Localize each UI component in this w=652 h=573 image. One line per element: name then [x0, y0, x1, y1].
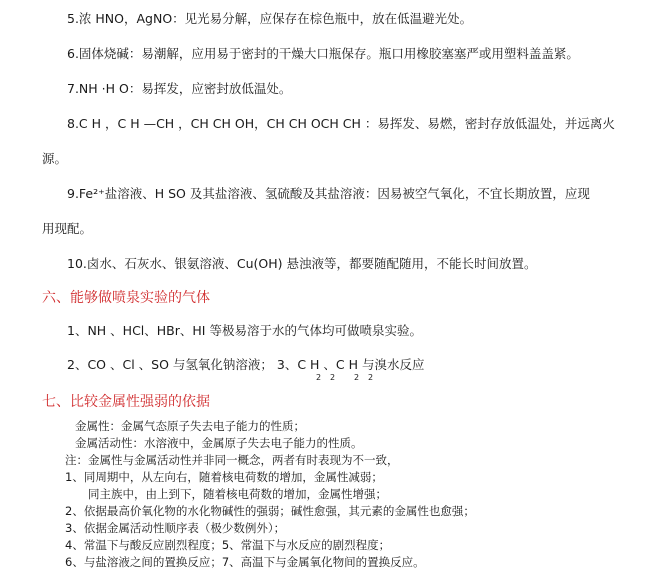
definition-metallic-property: 金属性：金属气态原子失去电子能力的性质；: [75, 419, 305, 433]
basis-1-period: 1、同周期中，从左向右，随着核电荷数的增加，金属性减弱；: [65, 470, 383, 484]
basis-2-hydroxide-basicity: 2、依据最高价氧化物的水化物碱性的强弱；碱性愈强，其元素的金属性也愈强；: [65, 504, 475, 518]
section-6-item-2: 2、CO 、Cl 、SO 与氢氧化钠溶液； 3、C H 、C H 与溴水反应: [67, 357, 425, 372]
subscript-c2h2-h: 2: [330, 373, 336, 382]
definition-metal-activity: 金属活动性：水溶液中，金属原子失去电子能力的性质。: [75, 436, 363, 450]
section-6-item-1: 1、NH 、HCl、HBr、HI 等极易溶于水的气体均可做喷泉实验。: [67, 323, 422, 338]
subscript-c2h2-c: 2: [316, 373, 322, 382]
item-9-oxidizable-solutions-line1: 9.Fe²⁺盐溶液、H SO 及其盐溶液、氢硫酸及其盐溶液：因易被空气氧化，不宜长期放置，应现: [67, 186, 590, 201]
section-6-heading: 六、能够做喷泉实验的气体: [42, 290, 210, 306]
item-10-freshly-prepared-reagents: 10.卤水、石灰水、银氨溶液、Cu(OH) 悬浊液等，都要随配随用，不能长时间放置。: [67, 256, 537, 271]
basis-4-5-reaction-intensity: 4、常温下与酸反应剧烈程度；5、常温下与水反应的剧烈程度；: [65, 538, 391, 552]
subscript-c2h4-c: 2: [354, 373, 360, 382]
note-line: 注：金属性与金属活动性并非同一概念，两者有时表现为不一致，: [65, 453, 399, 467]
item-8-volatile-organics-line1: 8.C H ，C H —CH ，CH CH OH，CH CH OCH CH ：易挥发、易燃，密封存放低温处，并远离火: [67, 116, 615, 131]
item-9-oxidizable-solutions-line2: 用现配。: [42, 221, 93, 236]
item-8-volatile-organics-line2: 源。: [42, 151, 68, 166]
basis-1-group: 同主族中，由上到下，随着核电荷数的增加，金属性增强；: [88, 487, 387, 501]
item-7-ammonia-water: 7.NH ·H O：易挥发，应密封放低温处。: [67, 81, 292, 96]
item-5-concentrated-nitric-acid: 5.浓 HNO，AgNO：见光易分解，应保存在棕色瓶中，放在低温避光处。: [67, 11, 473, 26]
item-6-solid-caustic-soda: 6.固体烧碱：易潮解，应用易于密封的干燥大口瓶保存。瓶口用橡胶塞塞严或用塑料盖盖紧。: [67, 46, 579, 61]
subscript-c2h4-h: 2: [368, 373, 374, 382]
basis-3-activity-series: 3、依据金属活动性顺序表（极少数例外）；: [65, 521, 286, 535]
section-7-heading: 七、比较金属性强弱的依据: [42, 394, 210, 410]
basis-6-7-displacement: 6、与盐溶液之间的置换反应；7、高温下与金属氧化物间的置换反应。: [65, 555, 425, 569]
